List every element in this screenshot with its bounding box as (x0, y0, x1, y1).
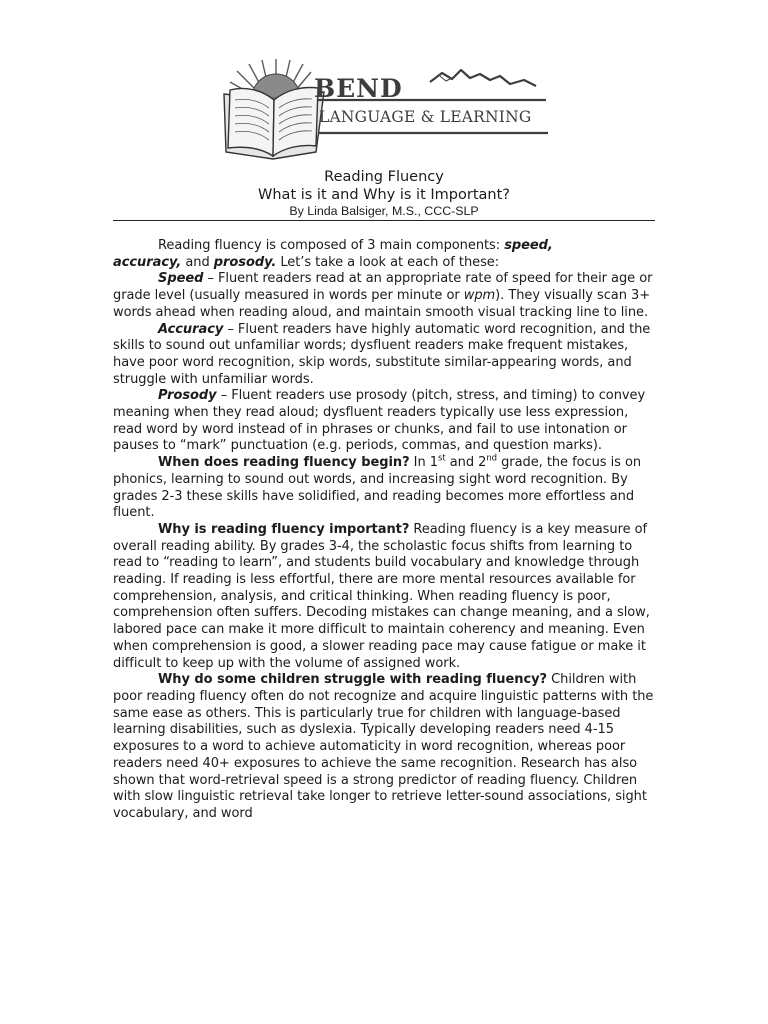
header-divider (113, 220, 655, 221)
term-speed: speed, (504, 238, 553, 253)
wpm-abbrev: wpm (463, 288, 496, 304)
important-paragraph (113, 522, 658, 672)
intro-text: Reading fluency is composed of 3 main components: (158, 238, 505, 253)
begin-question: When does reading fluency begin? (158, 455, 410, 471)
document-header (113, 168, 655, 219)
paragraph-text: – Fluent readers use prosody (pitch, stress, and timing) to convey meaning when they read aloud; dysfluent readers typically use less expression, read word by word instead of in phrases or chunks, and fail to use intonation or pauses to “mark” punctuation (e.g. periods, commas, and question marks). (113, 388, 646, 454)
term-prosody: prosody. (213, 254, 277, 270)
paragraph-text: Children with poor reading fluency often do not recognize and acquire linguistic patterns with the same ease as others. This is particularly true for children with language-based learning disabilities, such as dyslexia. Typically developing readers need 4-15 exposures to a word to achieve automaticity in word recognition, whereas poor readers need 40+ exposures to achieve the same recognition. Research has also shown that word-retrieval speed is a strong predictor of reading fluency. Children with slow linguistic retrieval take longer to retrieve letter-sound associations, sight vocabulary, and word (113, 672, 654, 821)
logo-name: BEND (314, 74, 403, 103)
paragraph-text: ). They visually scan 3+ words ahead when reading aloud, and maintain smooth visual tracking line to line. (113, 288, 651, 320)
intro-text: and (181, 254, 214, 270)
paragraph-text: Reading fluency is a key measure of overall reading ability. By grades 3-4, the scholastic focus shifts from learning to read to “reading to learn”, and students build vocabulary and knowledge through reading. If reading is less effortful, there are more mental resources available for comprehension, analysis, and critical thinking. When reading fluency is poor, comprehension often suffers. Decoding mistakes can change meaning, and a slow, labored pace can make it more difficult to maintain coherency and meaning. Even when comprehension is good, a slower reading pace may cause fatigue or make it difficult to keep up with the volume of assigned work. (113, 521, 650, 671)
struggle-paragraph (113, 672, 658, 822)
speed-heading: Speed (158, 271, 204, 287)
prosody-heading: Prosody (158, 388, 217, 404)
intro-text: Let’s take a look at each of these: (276, 254, 500, 270)
prosody-paragraph (113, 388, 658, 455)
important-question: Why is reading fluency important? (158, 521, 410, 537)
bend-logo (218, 56, 550, 164)
accuracy-heading: Accuracy (158, 321, 224, 337)
paragraph-text: grade, the focus is on phonics, learning to sound out words, and increasing sight word recognition. By grades 2-3 these skills have solidified, and reading becomes more effortless and fluent. (113, 455, 642, 521)
struggle-question: Why do some children struggle with reading fluency? (158, 672, 548, 688)
paragraph-text: In 1 (409, 455, 438, 471)
document-subtitle: What is it and Why is it Important? (258, 187, 510, 203)
begin-paragraph (113, 455, 658, 522)
logo-tagline: LANGUAGE & LEARNING (319, 108, 532, 126)
speed-paragraph (113, 271, 658, 321)
paragraph-text: – Fluent readers have highly automatic word recognition, and the skills to sound out unfamiliar words; dysfluent readers make frequent mistakes, have poor word recognition, skip words, substitute similar-appearing words, and struggle with unfamiliar words. (113, 321, 651, 387)
ordinal-suffix: st (437, 453, 446, 464)
ordinal-suffix: nd (486, 453, 498, 464)
paragraph-text: and 2 (445, 455, 487, 471)
document-body (113, 238, 658, 823)
document-title: Reading Fluency (324, 169, 444, 185)
term-accuracy: accuracy, (113, 254, 182, 270)
accuracy-paragraph (113, 322, 658, 389)
intro-paragraph (113, 238, 658, 271)
paragraph-text: – Fluent readers read at an appropriate rate of speed for their age or grade level (usually measured in words per minute or (113, 271, 653, 304)
author-byline: By Linda Balsiger, M.S., CCC-SLP (289, 204, 479, 218)
